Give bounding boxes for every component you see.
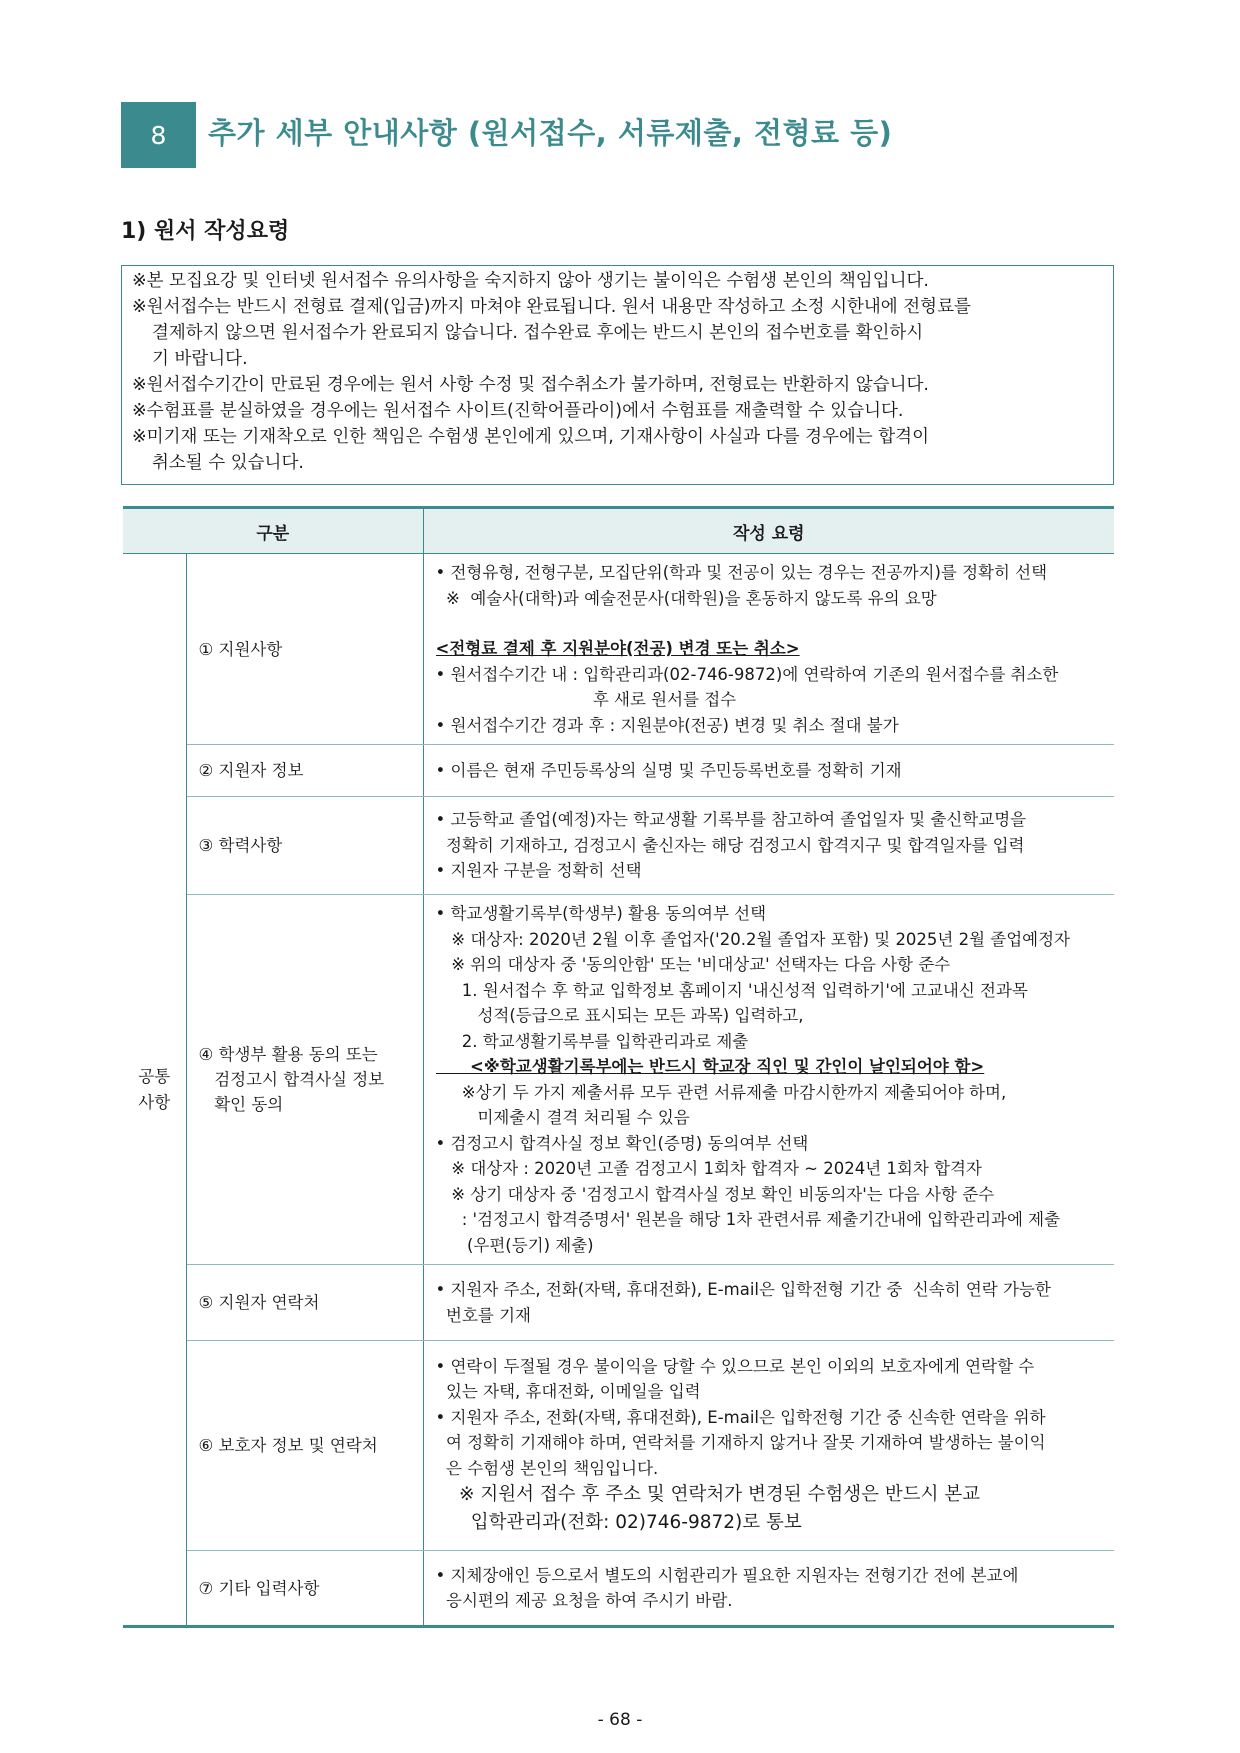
guideline-cell bbox=[423, 797, 1114, 895]
notice-line: ※원서접수기간이 만료된 경우에는 원서 사항 수정 및 접수취소가 불가하며, 전형료는 반환하지 않습니다. bbox=[132, 375, 929, 395]
guideline-line: : '검정고시 합격증명서' 원본을 해당 1차 관련서류 제출기간내에 입학관리과에 제출 bbox=[435, 1210, 1061, 1229]
item-label: ⑥ 보호자 정보 및 연락처 bbox=[198, 1436, 378, 1455]
guideline-line: ※ 상기 대상자 중 '검정고시 합격사실 정보 확인 비동의자'는 다음 사항 준수 bbox=[435, 1184, 995, 1204]
notice-line: 취소될 수 있습니다. bbox=[152, 453, 304, 473]
guideline-cell bbox=[423, 895, 1114, 1265]
guideline-line: • 지원자 주소, 전화(자택, 휴대전화), E-mail은 입학전형 기간 중 신속한 연락을 위하 bbox=[435, 1407, 1046, 1427]
guideline-line: 정확히 기재하고, 검정고시 출신자는 해당 검정고시 합격지구 및 합격일자를 입력 bbox=[435, 835, 1025, 855]
item-label: ③ 학력사항 bbox=[198, 836, 283, 855]
notice-line: 결제하지 않으면 원서접수가 완료되지 않습니다. 접수완료 후에는 반드시 본인의 접수번호를 확인하시 bbox=[152, 323, 924, 343]
guideline-line: • 연락이 두절될 경우 불이익을 당할 수 있으므로 본인 이외의 보호자에게 연락할 수 bbox=[435, 1356, 1035, 1376]
section-heading: 추가 세부 안내사항 (원서접수, 서류제출, 전형료 등) bbox=[208, 116, 893, 150]
guideline-line: • 이름은 현재 주민등록상의 실명 및 주민등록번호를 정확히 기재 bbox=[435, 760, 902, 780]
notice-line: ※미기재 또는 기재착오로 인한 책임은 수험생 본인에게 있으며, 기재사항이 사실과 다를 경우에는 합격이 bbox=[132, 427, 929, 447]
guideline-cell bbox=[423, 554, 1114, 745]
guideline-cell bbox=[423, 1341, 1114, 1551]
category-label: 사항 bbox=[138, 1092, 171, 1112]
guideline-line: 2. 학교생활기록부를 입학관리과로 제출 bbox=[435, 1031, 749, 1051]
guideline-line: • 지원자 주소, 전화(자택, 휴대전화), E-mail은 입학전형 기간 중 신속히 연락 가능한 bbox=[435, 1280, 1051, 1299]
col-header-category: 구분 bbox=[123, 508, 423, 554]
guideline-line: 입학관리과(전화: 02)746-9872)로 통보 bbox=[435, 1512, 802, 1534]
table-row bbox=[123, 1551, 1114, 1627]
notice-box bbox=[121, 265, 1114, 485]
item-cell bbox=[186, 797, 423, 895]
table-row bbox=[123, 895, 1114, 1265]
item-cell bbox=[186, 1265, 423, 1341]
guideline-line: ※ 위의 대상자 중 '동의안함' 또는 '비대상교' 선택자는 다음 사항 준수 bbox=[435, 955, 951, 974]
guideline-line: ※ 지원서 접수 후 주소 및 연락처가 변경된 수험생은 반드시 본교 bbox=[435, 1484, 981, 1506]
guideline-line: • 지체장애인 등으로서 별도의 시험관리가 필요한 지원자는 전형기간 전에 본교에 bbox=[435, 1565, 1019, 1585]
table-row bbox=[123, 745, 1114, 797]
guideline-line: ※ 대상자: 2020년 2월 이후 졸업자('20.2월 졸업자 포함) 및 2025년 2월 졸업예정자 bbox=[435, 929, 1070, 949]
guideline-line: 은 수험생 본인의 책임입니다. bbox=[435, 1458, 659, 1478]
guideline-line: <※학교생활기록부에는 반드시 학교장 직인 및 간인이 날인되어야 함> bbox=[435, 1057, 985, 1076]
guideline-cell bbox=[423, 1551, 1114, 1627]
item-cell bbox=[186, 895, 423, 1265]
guideline-line: 성적(등급으로 표시되는 모든 과목) 입력하고, bbox=[435, 1006, 804, 1025]
notice-line: ※원서접수는 반드시 전형료 결제(입금)까지 마쳐야 완료됩니다. 원서 내용만 작성하고 소정 시한내에 전형료를 bbox=[132, 297, 971, 317]
guideline-line: ※ 대상자 : 2020년 고졸 검정고시 1회차 합격자 ~ 2024년 1회차 합격자 bbox=[435, 1159, 982, 1178]
section-number: 8 bbox=[121, 102, 196, 168]
guideline-line: • 지원자 구분을 정확히 선택 bbox=[435, 861, 642, 881]
guideline-line bbox=[436, 611, 1107, 636]
guideline-cell bbox=[423, 1265, 1114, 1341]
item-label: ④ 학생부 활용 동의 또는 bbox=[198, 1045, 378, 1064]
notice-line: ※본 모집요강 및 인터넷 원서접수 유의사항을 숙지하지 않아 생기는 불이익은 수험생 본인의 책임입니다. bbox=[132, 271, 929, 291]
guideline-line: ※ 예술사(대학)과 예술전문사(대학원)을 혼동하지 않도록 유의 요망 bbox=[435, 588, 937, 608]
item-label: ① 지원사항 bbox=[198, 639, 283, 659]
subsection-title: 1) 원서 작성요령 bbox=[121, 219, 290, 244]
guideline-line: <전형료 결제 후 지원분야(전공) 변경 또는 취소> bbox=[435, 639, 800, 658]
guideline-line: 여 정확히 기재해야 하며, 연락처를 기재하지 않거나 잘못 기재하여 발생하는 불이익 bbox=[435, 1433, 1046, 1453]
notice-line: 기 바랍니다. bbox=[152, 349, 248, 369]
item-label: ② 지원자 정보 bbox=[198, 761, 304, 780]
item-cell bbox=[186, 1551, 423, 1627]
category-label: 공통 bbox=[138, 1066, 171, 1086]
guideline-line: ※상기 두 가지 제출서류 모두 관련 서류제출 마감시한까지 제출되어야 하며, bbox=[435, 1082, 1007, 1102]
item-label: 검정고시 합격사실 정보 bbox=[198, 1070, 385, 1089]
guideline-line: • 원서접수기간 내 : 입학관리과(02-746-9872)에 연락하여 기존의 원서접수를 취소한 bbox=[435, 664, 1059, 684]
guideline-line: • 고등학교 졸업(예정)자는 학교생활 기록부를 참고하여 졸업일자 및 출신학교명을 bbox=[435, 810, 1027, 830]
guideline-line: • 전형유형, 전형구분, 모집단위(학과 및 전공이 있는 경우는 전공까지)를 정확히 선택 bbox=[435, 563, 1048, 582]
guideline-line: 있는 자택, 휴대전화, 이메일을 입력 bbox=[435, 1382, 701, 1402]
category-cell bbox=[123, 554, 186, 1627]
page-number: - 68 - bbox=[597, 1710, 643, 1730]
table-row bbox=[123, 1341, 1114, 1551]
item-label: ⑦ 기타 입력사항 bbox=[198, 1578, 320, 1598]
item-cell bbox=[186, 1341, 423, 1551]
table-row bbox=[123, 797, 1114, 895]
guideline-line: 번호를 기재 bbox=[435, 1305, 531, 1325]
guideline-line: 후 새로 원서를 접수 bbox=[435, 690, 737, 709]
guideline-line: (우편(등기) 제출) bbox=[435, 1235, 594, 1255]
item-cell bbox=[186, 745, 423, 797]
item-label: ⑤ 지원자 연락처 bbox=[198, 1293, 320, 1312]
table-row bbox=[123, 1265, 1114, 1341]
guideline-line: • 학교생활기록부(학생부) 활용 동의여부 선택 bbox=[435, 904, 767, 923]
guideline-line: 1. 원서접수 후 학교 입학정보 홈페이지 '내신성적 입력하기'에 고교내신 전과목 bbox=[435, 980, 1028, 1000]
notice-line: ※수험표를 분실하였을 경우에는 원서접수 사이트(진학어플라이)에서 수험표를 재출력할 수 있습니다. bbox=[132, 401, 904, 421]
guideline-cell bbox=[423, 745, 1114, 797]
guideline-line: • 검정고시 합격사실 정보 확인(증명) 동의여부 선택 bbox=[435, 1133, 809, 1153]
item-cell bbox=[186, 554, 423, 745]
col-header-guideline: 작성 요령 bbox=[423, 508, 1114, 554]
table-row bbox=[123, 554, 1114, 745]
guideline-line: 미제출시 결격 처리될 수 있음 bbox=[435, 1108, 690, 1127]
item-label: 확인 동의 bbox=[198, 1095, 284, 1114]
guideline-line: 응시편의 제공 요청을 하여 주시기 바람. bbox=[435, 1591, 733, 1610]
guideline-line: • 원서접수기간 경과 후 : 지원분야(전공) 변경 및 취소 절대 불가 bbox=[435, 715, 899, 735]
guideline-table bbox=[123, 506, 1114, 1628]
